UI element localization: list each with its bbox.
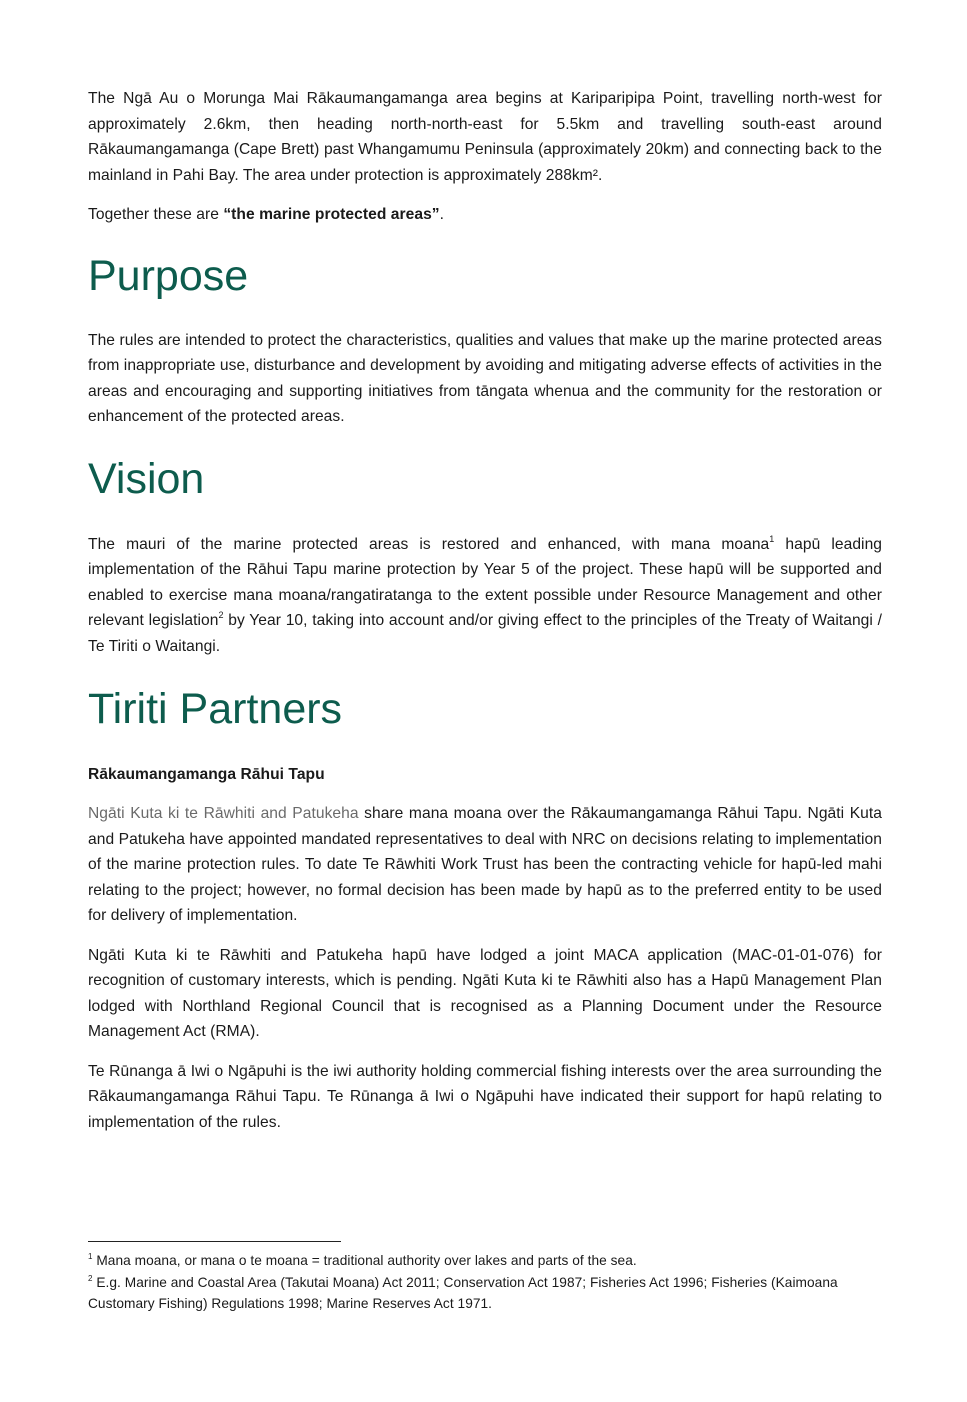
footnote-2: [88, 1272, 882, 1315]
footnote-2-mark: 2: [88, 1273, 93, 1283]
hapu-names: Ngāti Kuta ki te Rāwhiti and Patukeha: [88, 805, 359, 822]
footnote-ref-2[interactable]: 2: [218, 610, 224, 620]
tiriti-paragraph-3: Te Rūnanga ā Iwi o Ngāpuhi is the iwi authority holding commercial fishing interests over the area surrounding the Rākaumangamanga Rāhui Tapu. Te Rūnanga ā Iwi o Ngāpuhi have indicated their support for hapū relating to implementation of the rules.: [88, 1062, 882, 1131]
vision-text-a: The mauri of the marine protected areas is restored and enhanced, with mana moana: [88, 535, 770, 553]
tiriti-paragraph-1: [88, 801, 882, 929]
vision-text-b: hapū leading implementation of the Rāhui Tapu marine protection by Year 5 of the project. These hapū will be supported and enabled to exercise mana moana/rangatiratanga to the extent possible under Resource Management and other relevant legislation: [88, 535, 883, 629]
vision-heading: Vision: [88, 454, 205, 503]
intro-definition-suffix: .: [439, 206, 445, 223]
intro-paragraph: The Ngā Au o Morunga Mai Rākaumangamanga area begins at Kariparipipa Point, travelling north-west for approximately 2.6km, then heading north-north-east for 5.5km and travelling south-east around Rākaumangamanga (Cape Brett) past Whangamumu Peninsula (approximately 20km) and connecting back to the mainland in Pahi Bay. The area under protection is approximately 288km².: [88, 90, 882, 184]
vision-text-c: by Year 10, taking into account and/or giving effect to the principles of the Treaty of Waitangi / Te Tiriti o Waitangi.: [88, 612, 882, 655]
tiriti-paragraph-1-text: share mana moana over the Rākaumangamanga Rāhui Tapu. Ngāti Kuta and Patukeha have appointed mandated representatives to deal with NRC on decisions relating to implementation of the marine protection rules. To date Te Rāwhiti Work Trust has been the contracting vehicle for hapū-led mahi relating to the project; however, no formal decision has been made by hapū as to the preferred entity to be used for delivery of implementation.: [88, 805, 882, 924]
footnotes: [88, 1250, 882, 1315]
footnote-1-mark: 1: [88, 1252, 93, 1261]
vision-paragraph: [88, 532, 882, 660]
footnote-1: [88, 1250, 882, 1272]
footnote-2-text: E.g. Marine and Coastal Area (Takutai Moana) Act 2011; Conservation Act 1987; Fisheries Act 1996; Fisheries (Kaimoana Customary Fishing) Regulations 1998; Marine Reserves Act 1971.: [88, 1274, 838, 1311]
intro-definition-term: “the marine protected areas”: [223, 206, 440, 223]
intro-definition-prefix: Together these are: [88, 206, 224, 223]
footnote-ref-1[interactable]: 1: [769, 533, 775, 544]
document-body: [88, 86, 882, 1135]
footnote-1-text: Mana moana, or mana o te moana = traditional authority over lakes and parts of the sea.: [92, 1253, 637, 1268]
purpose-heading: Purpose: [88, 251, 249, 300]
tiriti-subheading: Rākaumangamanga Rāhui Tapu: [88, 766, 325, 783]
footnote-separator: [88, 1241, 341, 1242]
intro-definition: [88, 202, 882, 228]
purpose-paragraph: The rules are intended to protect the characteristics, qualities and values that make up the marine protected areas from inappropriate use, disturbance and development by avoiding and mitigating adverse effects of activities in the areas and encouraging and supporting initiatives from tāngata whenua and the community for the restoration or enhancement of the protected areas.: [88, 331, 882, 425]
tiriti-paragraph-2: Ngāti Kuta ki te Rāwhiti and Patukeha hapū have lodged a joint MACA application (MAC-01-01-076) for recognition of customary interests, which is pending. Ngāti Kuta ki te Rāwhiti also has a Hapū Management Plan lodged with Northland Regional Council that is recognised as a Planning Document under the Resource Management Act (RMA).: [88, 946, 882, 1040]
tiriti-heading: Tiriti Partners: [88, 685, 343, 733]
